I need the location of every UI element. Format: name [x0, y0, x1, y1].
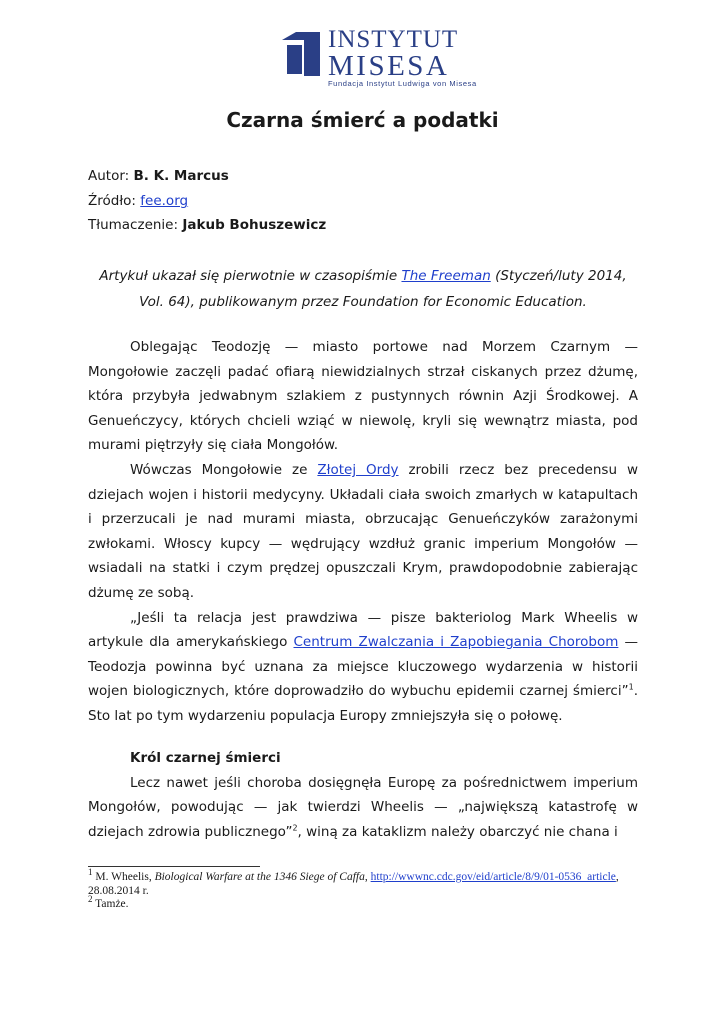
article-body [88, 335, 638, 729]
footnote-1-post: , 28.08.2014 r. [88, 871, 619, 897]
intro-text-post: (Styczeń/luty 2014, Vol. 64), publikowanym przez Foundation for Economic Education. [139, 268, 627, 310]
footnote-2-text: Tamże. [92, 898, 129, 910]
article-section [88, 746, 638, 844]
paragraph-3-mid: — Teodozja powinna być uznana za miejsce kluczowego wydarzenia w historii wojen biologicznych, które doprowadziło do wybuchu epidemii czarnej śmierci” [88, 634, 638, 700]
author-line [88, 167, 229, 185]
cdc-link[interactable]: Centrum Zwalczania i Zapobiegania Chorobom [293, 634, 619, 651]
footnote-1-link[interactable]: http://wwwnc.cdc.gov/eid/article/8/9/01-0536_article [370, 871, 616, 883]
footnote-2 [88, 894, 638, 912]
paragraph-2 [88, 458, 638, 606]
intro-note [88, 263, 638, 315]
footnote-1-sep: , [364, 871, 371, 883]
paragraph-2-pre: Wówczas Mongołowie ze [130, 461, 318, 478]
author-label: Autor: [88, 168, 134, 184]
logo-subtitle: Fundacja Instytut Ludwiga von Misesa [328, 79, 477, 88]
footnote-1 [88, 867, 638, 898]
paragraph-4-post: , winą za kataklizm należy obarczyć nie chana i [297, 823, 618, 840]
footnote-2-number: 2 [88, 894, 93, 905]
translation-label: Tłumaczenie: [88, 217, 183, 233]
article-title: Czarna śmierć a podatki [226, 108, 499, 132]
paragraph-3-post: . Sto lat po tym wydarzeniu populacja Europy zmniejszyła się o połowę. [88, 683, 638, 724]
section-heading: Król czarnej śmierci [130, 750, 281, 766]
the-freeman-link[interactable]: The Freeman [401, 268, 491, 284]
zlota-orda-link[interactable]: Złotej Ordy [317, 461, 399, 478]
paragraph-3-pre: „Jeśli ta relacja jest prawdziwa — pisze bakteriolog Mark Wheelis w artykule dla amerykańskiego [88, 609, 638, 651]
translator-name: Jakub Bohuszewicz [182, 217, 327, 233]
paragraph-4 [88, 771, 638, 845]
logo-title-line1: INSTYTUT [328, 26, 459, 53]
footnote-divider [88, 866, 260, 867]
instytut-misesa-logo [278, 26, 477, 93]
paragraph-4-pre: Lecz nawet jeśli choroba dosięgnęła Europę za pośrednictwem imperium Mongołów, powodując — jak twierdzi Wheelis — „największą katastrofę w dziejach zdrowia publicznego” [88, 774, 638, 840]
author-name: B. K. Marcus [133, 168, 229, 184]
intro-text-pre: Artykuł ukazał się pierwotnie w czasopiśmie [99, 268, 402, 284]
logo-title-line2: MISESA [328, 50, 450, 82]
paragraph-3 [88, 606, 638, 729]
footnote-1-title: Biological Warfare at the 1346 Siege of Caffa [154, 871, 365, 883]
source-link[interactable]: fee.org [140, 193, 189, 209]
footnote-1-number: 1 [88, 867, 93, 878]
paragraph-1: Oblegając Teodozję — miasto portowe nad Morzem Czarnym — Mongołowie zaczęli padać ofiarą niewidzialnych strzał ciskanych przez dżumę, która przybyła jedwabnym szlakiem z pustynnych równin Azji Środkowej. A Genueńczycy, których chcieli wziąć w niewolę, kryli się wewnątrz miasta, pod murami piętrzyły się ciała Mongołów. [88, 339, 638, 454]
source-line [88, 192, 188, 210]
footnote-ref-2[interactable]: 2 [292, 823, 298, 833]
footnote-ref-1[interactable]: 1 [628, 682, 634, 692]
footnotes [88, 867, 638, 912]
translation-line [88, 216, 326, 234]
logo-mark-icon [278, 30, 324, 78]
paragraph-2-post: zrobili rzecz bez precedensu w dziejach wojen i historii medycyny. Układali ciała swoich zmarłych w katapultach i przerzucali je nad murami miasta, obrzucając Genueńczyków zarażonymi zwłokami. Włoscy kupcy — wędrujący wzdłuż granic imperium Mongołów — wsiadali na statki i czym prędzej opuszczali Krym, prawdopodobnie zabierając dżumę ze sobą. [88, 461, 638, 601]
source-label: Źródło: [88, 193, 141, 209]
footnote-1-pre: M. Wheelis, [92, 871, 155, 883]
